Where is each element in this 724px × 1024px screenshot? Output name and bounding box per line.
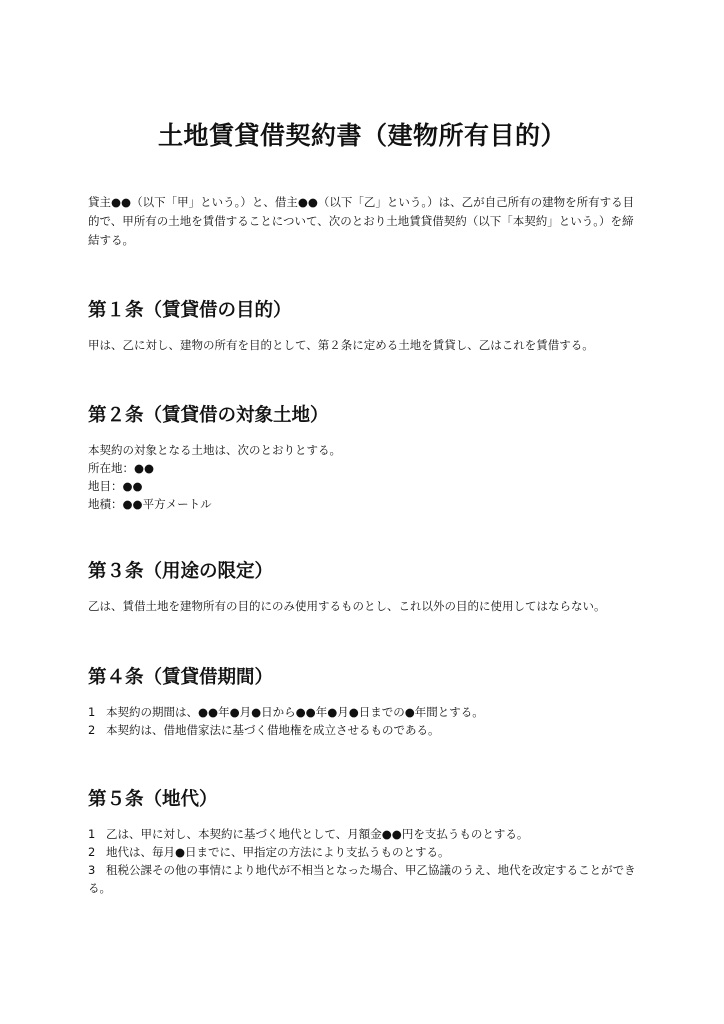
clause-number: 2 [88,845,96,859]
clause [88,703,636,721]
clause-text: 租税公課その他の事情により地代が不相当となった場合、甲乙協議のうえ、地代を改定することができる。 [88,863,636,895]
article-text: 甲は、乙に対し、建物の所有を目的として、第２条に定める土地を賃貸し、乙はこれを賃借する。 [88,338,594,352]
article-body [88,597,636,615]
clause [88,721,636,739]
article-body [88,441,636,513]
clause-number: 1 [88,827,96,841]
article-heading: 第１条（賃貸借の目的） [88,300,292,321]
clause-number: 3 [88,863,96,877]
land-location: 所在地：●● [88,461,155,475]
clause-number: 2 [88,723,96,737]
article-5 [88,787,636,897]
article-heading: 第５条（地代） [88,789,218,810]
clause-text: 乙は、甲に対し、本契約に基づく地代として、月額金●●円を支払うものとする。 [106,827,529,841]
clause [88,843,636,861]
clause [88,861,636,897]
clause-number: 1 [88,705,96,719]
land-category: 地目：●● [88,479,143,493]
article-body [88,825,636,897]
clause [88,825,636,843]
article-body [88,703,636,739]
clause-text: 地代は、毎月●日までに、甲指定の方法により支払うものとする。 [106,845,450,859]
article-3 [88,559,636,615]
land-area: 地積：●●平方メートル [88,497,212,511]
article-heading: 第３条（用途の限定） [88,561,274,582]
article-line: 本契約の対象となる土地は、次のとおりとする。 [88,443,341,457]
article-4 [88,665,636,739]
article-heading: 第２条（賃貸借の対象土地） [88,405,329,426]
clause-text: 本契約の期間は、●●年●月●日から●●年●月●日までの●年間とする。 [106,705,484,719]
article-text: 乙は、賃借土地を建物所有の目的にのみ使用するものとし、これ以外の目的に使用してはならない。 [88,599,606,613]
article-body [88,336,636,354]
article-1 [88,298,636,354]
article-2 [88,403,636,513]
preamble-paragraph: 貸主●●（以下「甲」という。）と、借主●●（以下「乙」という。）は、乙が自己所有の建物を所有する目的で、甲所有の土地を賃借することについて、次のとおり土地賃貸借契約（以下「本契約」という。）を締結する。 [88,195,635,247]
document-title: 土地賃貸借契約書（建物所有目的） [157,121,566,150]
clause-text: 本契約は、借地借家法に基づく借地権を成立させるものである。 [106,723,440,737]
article-heading: 第４条（賃貸借期間） [88,667,274,688]
